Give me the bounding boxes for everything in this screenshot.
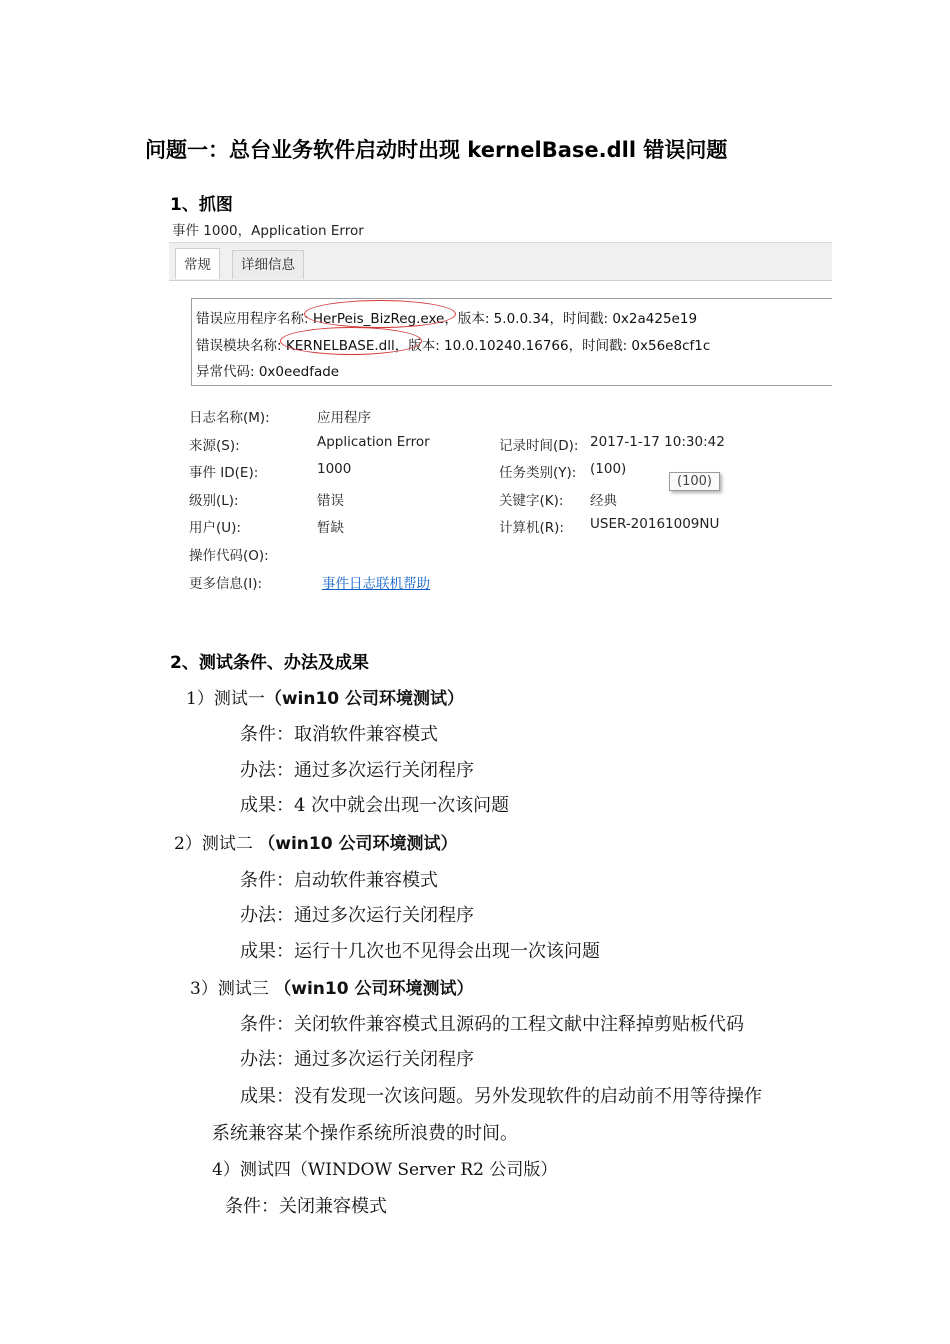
test-4-title: 4）测试四（WINDOW Server R2 公司版） [212, 1160, 558, 1180]
log-name-label: 日志名称(M): [189, 410, 270, 426]
highlight-oval-module [280, 327, 422, 355]
logged-label: 记录时间(D): [499, 438, 579, 454]
test-3-method: 办法：通过多次运行关闭程序 [240, 1049, 474, 1070]
error-app-line: 错误应用程序名称: HerPeis_BizReg.exe，版本: 5.0.0.34，时间戳: 0x2a425e19 [196, 311, 698, 327]
log-name-value: 应用程序 [317, 410, 371, 426]
error-module-line: 错误模块名称: KERNELBASE.dll，版本: 10.0.10240.16766，时间戳: 0x56e8cf1c [196, 338, 711, 354]
keywords-value: 经典 [590, 493, 617, 509]
test-3-title: 3）测试三 （win10 公司环境测试） [190, 979, 474, 999]
test-1-method: 办法：通过多次运行关闭程序 [240, 760, 474, 781]
user-label: 用户(U): [189, 520, 241, 536]
logged-value: 2017-1-17 10:30:42 [590, 434, 725, 450]
window-title: 事件 1000，Application Error [172, 223, 364, 239]
level-value: 错误 [317, 493, 344, 509]
event-id-label: 事件 ID(E): [189, 465, 259, 481]
test-3-result: 成果：没有发现一次该问题。另外发现软件的启动前不用等待操作 [240, 1086, 762, 1107]
tab-details[interactable]: 详细信息 [232, 250, 304, 279]
section-2-heading: 2、测试条件、办法及成果 [170, 653, 369, 673]
general-panel [169, 281, 832, 594]
task-category-value: (100) [590, 461, 627, 477]
event-id-value: 1000 [317, 461, 352, 477]
tab-bar [169, 250, 832, 281]
highlight-oval-app [304, 300, 456, 328]
test-3-result-continued: 系统兼容某个操作系统所浪费的时间。 [212, 1123, 518, 1144]
test-2-condition: 条件：启动软件兼容模式 [240, 870, 438, 891]
test-2-result: 成果：运行十几次也不见得会出现一次该问题 [240, 941, 600, 962]
event-viewer-screenshot [169, 222, 832, 594]
computer-label: 计算机(R): [499, 520, 564, 536]
computer-value: USER-20161009NU [590, 516, 720, 532]
page-title: 问题一：总台业务软件启动时出现 kernelBase.dll 错误问题 [145, 138, 728, 162]
tooltip: (100) [669, 472, 720, 491]
level-label: 级别(L): [189, 493, 239, 509]
test-1-condition: 条件：取消软件兼容模式 [240, 724, 438, 745]
test-4-condition: 条件：关闭兼容模式 [225, 1196, 387, 1217]
exception-code-line: 异常代码: 0x0eedfade [196, 364, 340, 380]
event-log-help-link[interactable]: 事件日志联机帮助 [322, 576, 430, 592]
opcode-label: 操作代码(O): [189, 548, 269, 564]
section-1-heading: 1、抓图 [170, 195, 233, 215]
keywords-label: 关键字(K): [499, 493, 564, 509]
test-3-condition: 条件：关闭软件兼容模式且源码的工程文献中注释掉剪贴板代码 [240, 1014, 744, 1035]
task-category-label: 任务类别(Y): [499, 465, 577, 481]
more-info-label: 更多信息(I): [189, 576, 263, 592]
source-label: 来源(S): [189, 438, 240, 454]
tab-general[interactable]: 常规 [175, 248, 220, 279]
user-value: 暂缺 [317, 520, 344, 536]
test-1-result: 成果：4 次中就会出现一次该问题 [240, 795, 510, 816]
error-description-box [191, 298, 832, 386]
test-2-title: 2）测试二 （win10 公司环境测试） [174, 834, 458, 854]
test-2-method: 办法：通过多次运行关闭程序 [240, 905, 474, 926]
source-value: Application Error [317, 434, 430, 450]
test-1-title: 1）测试一（win10 公司环境测试） [186, 689, 465, 709]
